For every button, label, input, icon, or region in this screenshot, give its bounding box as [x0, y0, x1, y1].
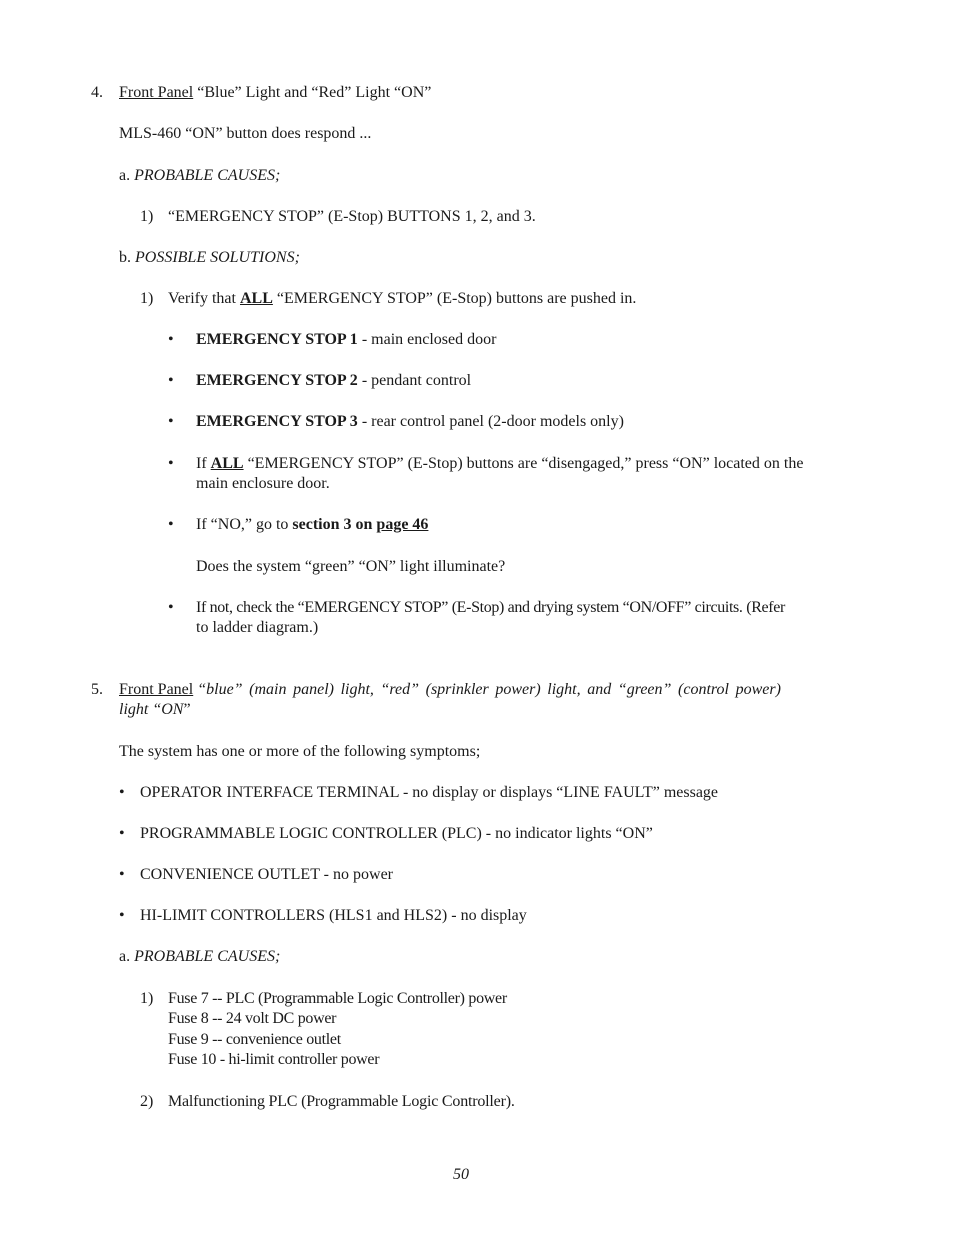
bullet-icon: • [119, 784, 125, 801]
estop-1-label: EMERGENCY STOP 1 [196, 331, 358, 348]
estop-2-desc: - pendant control [357, 372, 472, 389]
section-5-title-line1 [119, 680, 841, 700]
bullet-icon: • [119, 866, 125, 883]
bullet-icon: • [168, 455, 174, 472]
cause-5-1-number: 1) [140, 990, 154, 1007]
fuse-9-line: Fuse 9 -- convenience outlet [168, 1031, 341, 1048]
estop-1-desc: - main enclosed door [357, 331, 497, 348]
estop-3-item [196, 412, 624, 432]
section-4a-label: a. [119, 167, 131, 184]
section-4a-heading [119, 166, 280, 186]
page-number: 50 [453, 1166, 469, 1183]
page-46-link[interactable]: page 46 [376, 516, 429, 533]
symptom-item: HI-LIMIT CONTROLLERS (HLS1 and HLS2) - no display [140, 907, 527, 924]
estop-2-label: EMERGENCY STOP 2 [196, 372, 358, 389]
symptom-item: PROGRAMMABLE LOGIC CONTROLLER (PLC) - no indicator lights “ON” [140, 825, 653, 842]
disengaged-pre: If [196, 455, 211, 472]
estop-1-item [196, 330, 496, 350]
section-5-title-line2 [119, 700, 191, 720]
disengaged-item-line2: main enclosure door. [196, 475, 330, 492]
solution-4-1-post: “EMERGENCY STOP” (E-Stop) buttons are pushed in. [272, 290, 637, 307]
bullet-icon: • [168, 331, 174, 348]
section-4-number: 4. [91, 84, 103, 101]
section-5a-heading [119, 947, 280, 967]
fuse-7-line: Fuse 7 -- PLC (Programmable Logic Controller) power [168, 990, 507, 1007]
bullet-icon: • [168, 599, 174, 616]
section-4-title-rest: “Blue” Light and “Red” Light “ON” [193, 84, 432, 101]
symptom-item: OPERATOR INTERFACE TERMINAL - no display or displays “LINE FAULT” message [140, 784, 719, 801]
solution-4-1-text [168, 289, 636, 309]
cause-4-1-number: 1) [140, 208, 154, 225]
bullet-icon: • [168, 516, 174, 533]
cause-5-2-text: Malfunctioning PLC (Programmable Logic Controller). [168, 1093, 515, 1110]
solution-4-1-number: 1) [140, 290, 154, 307]
all-emphasis: ALL [239, 290, 273, 307]
disengaged-item-line1 [196, 454, 803, 474]
estop-3-desc: - rear control panel (2-door models only) [357, 413, 624, 430]
cause-5-2-number: 2) [140, 1093, 154, 1110]
section-4b-heading [119, 248, 300, 268]
bullet-icon: • [119, 825, 125, 842]
section-4b-label: b. [119, 249, 131, 266]
section-5a-label: a. [119, 948, 131, 965]
bullet-icon: • [119, 907, 125, 924]
section-4-title [119, 83, 431, 103]
section-ref: section 3 on [292, 516, 377, 533]
possible-solutions-heading: POSSIBLE SOLUTIONS; [135, 249, 300, 266]
probable-causes-heading: PROBABLE CAUSES; [134, 948, 281, 965]
solution-4-1-pre: Verify that [168, 290, 240, 307]
bullet-icon: • [168, 372, 174, 389]
goto-section-item [196, 515, 428, 535]
disengaged-text: “EMERGENCY STOP” (E-Stop) buttons are “disengaged,” press “ON” located on the [243, 455, 804, 472]
check-circuits-line2: to ladder diagram.) [196, 619, 319, 636]
goto-pre: If “NO,” go to [196, 516, 293, 533]
fuse-8-line: Fuse 8 -- 24 volt DC power [168, 1010, 337, 1027]
all-emphasis: ALL [210, 455, 244, 472]
estop-3-label: EMERGENCY STOP 3 [196, 413, 358, 430]
section-5-title-on: light “ON [119, 701, 184, 718]
estop-2-item [196, 371, 471, 391]
symptoms-intro: The system has one or more of the following symptoms; [119, 743, 481, 760]
section-5-number: 5. [91, 681, 103, 698]
front-panel-label: Front Panel [119, 681, 194, 698]
bullet-icon: • [168, 413, 174, 430]
symptom-item: CONVENIENCE OUTLET - no power [140, 866, 393, 883]
section-5-title-quote: ” [183, 701, 191, 718]
fuse-10-line: Fuse 10 - hi-limit controller power [168, 1051, 380, 1068]
probable-causes-heading: PROBABLE CAUSES; [134, 167, 281, 184]
green-light-question: Does the system “green” “ON” light illuminate? [196, 558, 506, 575]
section-5-title-lights: “blue” (main panel) light, “red” (sprinkler power) light, and “green” (control power) [197, 681, 781, 698]
section-4-intro: MLS-460 “ON” button does respond ... [119, 125, 372, 142]
front-panel-label: Front Panel [119, 84, 194, 101]
cause-4-1-text: “EMERGENCY STOP” (E-Stop) BUTTONS 1, 2, and 3. [168, 208, 536, 225]
check-circuits-line1: If not, check the “EMERGENCY STOP” (E-Stop) and drying system “ON/OFF” circuits. (Refer [196, 599, 785, 616]
